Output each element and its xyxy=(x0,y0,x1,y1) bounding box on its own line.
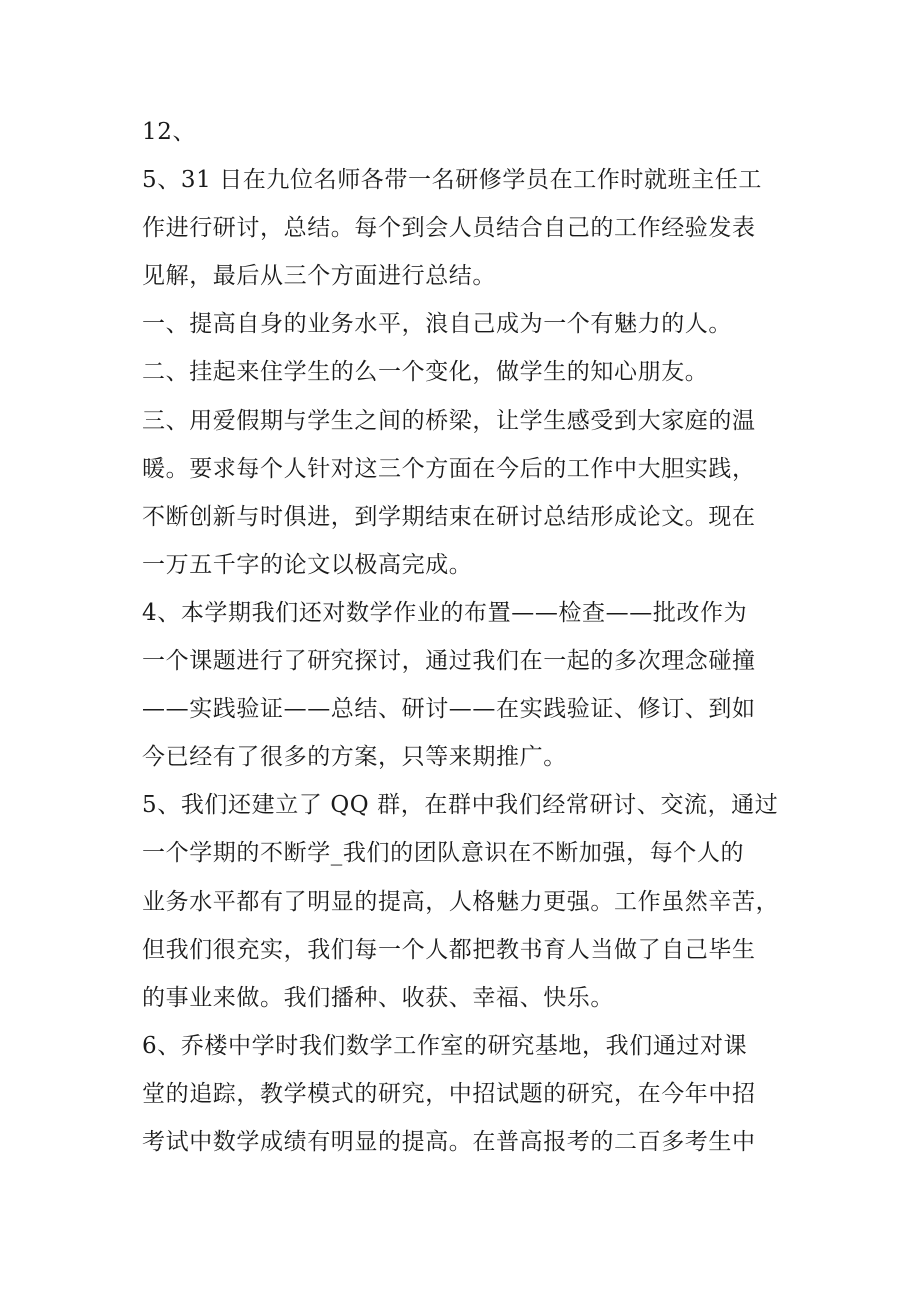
text-line: ——实践验证——总结、研讨——在实践验证、修订、到如 xyxy=(142,696,756,723)
text-line: 堂的追踪，教学模式的研究，中招试题的研究，在今年中招 xyxy=(142,1080,756,1107)
text-line: 三、用爱假期与学生之间的桥梁，让学生感受到大家庭的温 xyxy=(142,407,756,434)
document-body xyxy=(142,108,802,1166)
text-line: 业务水平都有了明显的提高，人格魅力更强。工作虽然辛苦， xyxy=(142,888,780,915)
text-line: 但我们很充实，我们每一个人都把教书育人当做了自己毕生 xyxy=(142,936,756,963)
text-line: 一万五千字的论文以极高完成。 xyxy=(142,551,473,578)
text-line: 考试中数学成绩有明显的提高。在普高报考的二百多考生中 xyxy=(142,1128,756,1155)
text-line: 一个课题进行了研究探讨，通过我们在一起的多次理念碰撞 xyxy=(142,648,756,675)
text-line: 5、我们还建立了 QQ 群，在群中我们经常研讨、交流，通过 xyxy=(142,792,779,819)
text-line: 二、挂起来住学生的么一个变化，做学生的知心朋友。 xyxy=(142,359,709,386)
text-line: 作进行研讨，总结。每个到会人员结合自己的工作经验发表 xyxy=(142,215,756,242)
text-line: 的事业来做。我们播种、收获、幸福、快乐。 xyxy=(142,984,614,1011)
text-line: 暖。要求每个人针对这三个方面在今后的工作中大胆实践， xyxy=(142,455,756,482)
text-line: 今已经有了很多的方案，只等来期推广。 xyxy=(142,744,567,771)
text-line: 4、本学期我们还对数学作业的布置——检查——批改作为 xyxy=(142,599,748,626)
text-line: 见解，最后从三个方面进行总结。 xyxy=(142,263,496,290)
text-line: 12、 xyxy=(142,119,197,145)
text-line: 一个学期的不断学_我们的团队意识在不断加强，每个人的 xyxy=(142,840,745,867)
text-line: 5、31 日在九位名师各带一名研修学员在工作时就班主任工 xyxy=(142,167,763,194)
text-line: 6、乔楼中学时我们数学工作室的研究基地，我们通过对课 xyxy=(142,1032,748,1059)
text-line: 一、提高自身的业务水平，浪自己成为一个有魅力的人。 xyxy=(142,311,732,338)
text-line: 不断创新与时俱进，到学期结束在研讨总结形成论文。现在 xyxy=(142,503,756,530)
